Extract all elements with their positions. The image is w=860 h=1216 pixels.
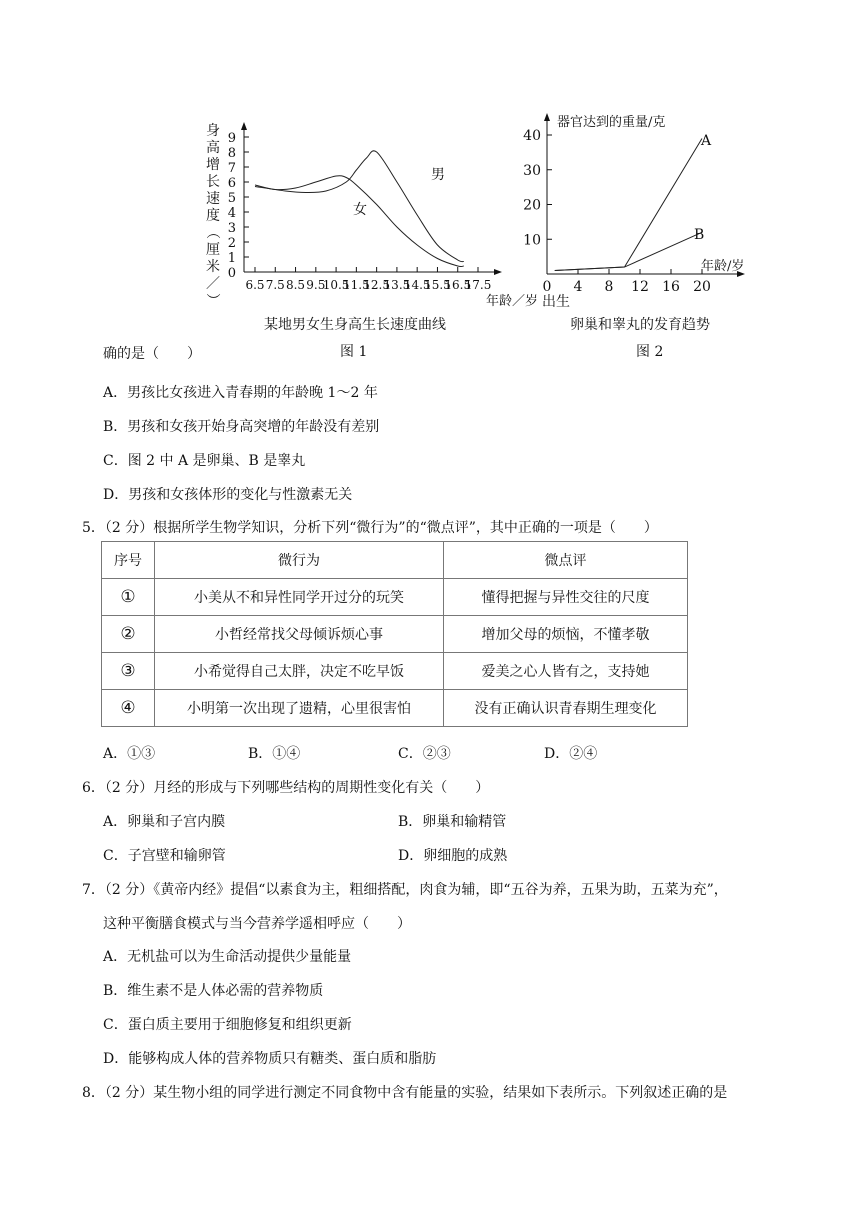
- table-row: [102, 579, 688, 616]
- q6-stem: 6．（2 分）月经的形成与下列哪些结构的周期性变化有关（ ）: [82, 780, 490, 796]
- q8-stem: 8．（2 分）某生物小组的同学进行测定不同食物中含有能量的实验，结果如下表所示。下列叙述正确的是: [82, 1085, 728, 1101]
- fig1-x-tick-label: 11.5: [343, 278, 370, 292]
- fig1-y-tick-label: 8: [227, 146, 236, 161]
- fig1-x-arrow: [494, 269, 502, 275]
- table-row: [102, 653, 688, 690]
- fig1-y-tick-label: 7: [227, 161, 236, 176]
- fig1-x-tick-label: 10.5: [322, 278, 350, 292]
- table-header-cell: 序号: [102, 542, 155, 579]
- fig2-y-tick-label: 30: [523, 162, 541, 179]
- q5-stem: 5．（2 分）根据所学生物学知识，分析下列“微行为”的“微点评”，其中正确的一项是（ ）: [82, 520, 658, 536]
- figure-2-chart: [520, 108, 765, 318]
- q5-option-b[interactable]: B．①④: [248, 746, 301, 762]
- table-cell: 懂得把握与异性交往的尺度: [444, 579, 688, 616]
- fig2-x-ticks: [543, 269, 711, 295]
- fig1-ylabel-char: 米: [206, 259, 220, 275]
- fig2-y-tick-label: 40: [523, 128, 541, 144]
- fig1-x-tick-label: 13.5: [383, 278, 411, 292]
- q6-option-c[interactable]: C．子宫壁和输卵管: [103, 848, 226, 864]
- table-cell: ①: [102, 579, 155, 616]
- fig1-xlabel: 年龄／岁: [486, 294, 539, 309]
- q4-option-b[interactable]: B．男孩和女孩开始身高突增的年龄没有差别: [103, 419, 380, 435]
- fig1-y-tick-label: 5: [227, 191, 236, 206]
- fig2-y-tick-label: 10: [523, 232, 541, 249]
- fig2-x-tick-label: 4: [573, 279, 583, 295]
- fig1-y-tick-label: 4: [227, 206, 236, 221]
- fig2-x-tick-label: 8: [604, 279, 614, 295]
- fig2-series-b-line: [555, 232, 702, 270]
- fig1-ylabel: [204, 123, 220, 307]
- fig2-y-tick-label: 20: [523, 197, 541, 214]
- q4-option-a[interactable]: A．男孩比女孩进入青春期的年龄晚 1～2 年: [103, 385, 378, 401]
- fig1-ylabel-char: ／: [206, 276, 220, 292]
- fig1-label-girl: 女: [353, 202, 367, 218]
- fig1-ylabel-char: 速: [206, 191, 220, 207]
- q4-option-c[interactable]: C．图 2 中 A 是卵巢、B 是睾丸: [103, 453, 306, 469]
- fig1-x-tick-label: 7.5: [265, 278, 285, 292]
- q6-option-b[interactable]: B．卵巢和输精管: [398, 814, 507, 830]
- q5-option-c[interactable]: C．②③: [398, 746, 451, 762]
- fig2-y-arrow: [544, 113, 550, 121]
- fig1-caption: 某地男女生身高生长速度曲线: [264, 317, 446, 333]
- fig1-ylabel-char: （: [204, 225, 220, 239]
- fig1-y-arrow: [241, 122, 247, 130]
- fig1-y-tick-label: 2: [227, 236, 236, 251]
- q6-option-d[interactable]: D．卵细胞的成熟: [398, 848, 508, 864]
- fig2-label-b: B: [694, 227, 705, 243]
- q4-stem-tail: 确的是（ ）: [103, 346, 201, 362]
- fig1-x-tick-label: 14.5: [403, 278, 431, 292]
- fig1-ylabel-char: 高: [206, 140, 220, 156]
- fig1-x-tick-label: 9.5: [306, 278, 326, 292]
- fig1-ylabel-char: 厘: [206, 242, 220, 258]
- fig1-ylabel-char: 增: [206, 157, 220, 173]
- fig1-ylabel-char: 长: [206, 174, 220, 190]
- q7-stem-line2: 这种平衡膳食模式与当今营养学遥相呼应（ ）: [103, 916, 411, 932]
- table-cell: 没有正确认识青春期生理变化: [444, 690, 688, 727]
- table-cell: 爱美之心人皆有之，支持她: [444, 653, 688, 690]
- fig2-birth-label: 出生: [542, 294, 570, 310]
- fig2-caption: 卵巢和睾丸的发育趋势: [570, 317, 710, 333]
- table-cell: 小希觉得自己太胖，决定不吃早饭: [155, 653, 444, 690]
- q7-option-a[interactable]: A．无机盐可以为生命活动提供少量能量: [103, 949, 352, 965]
- fig1-label-boy: 男: [431, 167, 445, 183]
- fig1-y-tick-label: 6: [227, 176, 236, 191]
- table-cell: ②: [102, 616, 155, 653]
- q7-option-d[interactable]: D．能够构成人体的营养物质只有糖类、蛋白质和脂肪: [103, 1051, 437, 1067]
- fig2-x-tick-label: 20: [693, 279, 711, 295]
- fig2-x-tick-label: 12: [631, 279, 649, 295]
- table-cell: ③: [102, 653, 155, 690]
- fig2-x-tick-label: 0: [542, 279, 552, 295]
- fig1-x-tick-label: 16.5: [444, 278, 472, 292]
- fig1-x-tick-label: 15.5: [424, 278, 451, 292]
- fig2-label: 图 2: [636, 344, 664, 360]
- q4-option-d[interactable]: D．男孩和女孩体形的变化与性激素无关: [103, 487, 353, 503]
- q7-option-b[interactable]: B．维生素不是人体必需的营养物质: [103, 983, 324, 999]
- table-row: [102, 690, 688, 727]
- fig1-y-tick-label: 3: [227, 221, 236, 236]
- fig1-y-ticks: [228, 131, 249, 281]
- fig1-x-tick-label: 12.5: [363, 278, 390, 292]
- fig1-x-tick-label: 6.5: [245, 278, 265, 292]
- q7-stem-line1: 7．（2 分）《黄帝内经》提倡“以素食为主，粗细搭配，肉食为辅，即“五谷为养，五果为助，五菜为充”，: [82, 882, 728, 898]
- fig2-xlabel: 年龄/岁: [701, 259, 745, 274]
- table-cell: 小哲经常找父母倾诉烦心事: [155, 616, 444, 653]
- table-cell: 小美从不和异性同学开过分的玩笑: [155, 579, 444, 616]
- fig1-y-tick-label: 1: [227, 251, 236, 266]
- q5-table: [101, 541, 688, 727]
- q5-option-a[interactable]: A．①③: [103, 746, 156, 762]
- fig1-y-tick-label: 0: [227, 266, 236, 281]
- q5-option-d[interactable]: D．②④: [544, 746, 598, 762]
- fig1-x-ticks: [245, 267, 491, 292]
- table-cell: 小明第一次出现了遗精，心里很害怕: [155, 690, 444, 727]
- fig1-series-girl-line: [255, 176, 464, 267]
- fig1-label: 图 1: [340, 344, 368, 360]
- fig2-series-a-line: [555, 138, 705, 270]
- fig1-ylabel-char: 身: [206, 123, 220, 139]
- fig1-x-tick-label: 8.5: [285, 278, 306, 292]
- fig2-x-tick-label: 16: [662, 279, 680, 295]
- table-row: [102, 616, 688, 653]
- table-header-cell: 微点评: [444, 542, 688, 579]
- q7-option-c[interactable]: C．蛋白质主要用于细胞修复和组织更新: [103, 1017, 352, 1033]
- table-cell: 增加父母的烦恼，不懂孝敬: [444, 616, 688, 653]
- table-cell: ④: [102, 690, 155, 727]
- fig2-y-ticks: [523, 128, 552, 248]
- fig1-ylabel-char: 度: [206, 208, 220, 224]
- fig2-ylabel: 器官达到的重量/克: [557, 115, 666, 130]
- fig1-x-tick-label: 17.5: [464, 278, 492, 292]
- fig1-ylabel-char: ）: [204, 293, 220, 307]
- table-header-row: [102, 542, 688, 579]
- fig2-label-a: A: [701, 133, 712, 149]
- q6-option-a[interactable]: A．卵巢和子宫内膜: [103, 814, 226, 830]
- fig1-y-tick-label: 9: [227, 131, 236, 146]
- table-header-cell: 微行为: [155, 542, 444, 579]
